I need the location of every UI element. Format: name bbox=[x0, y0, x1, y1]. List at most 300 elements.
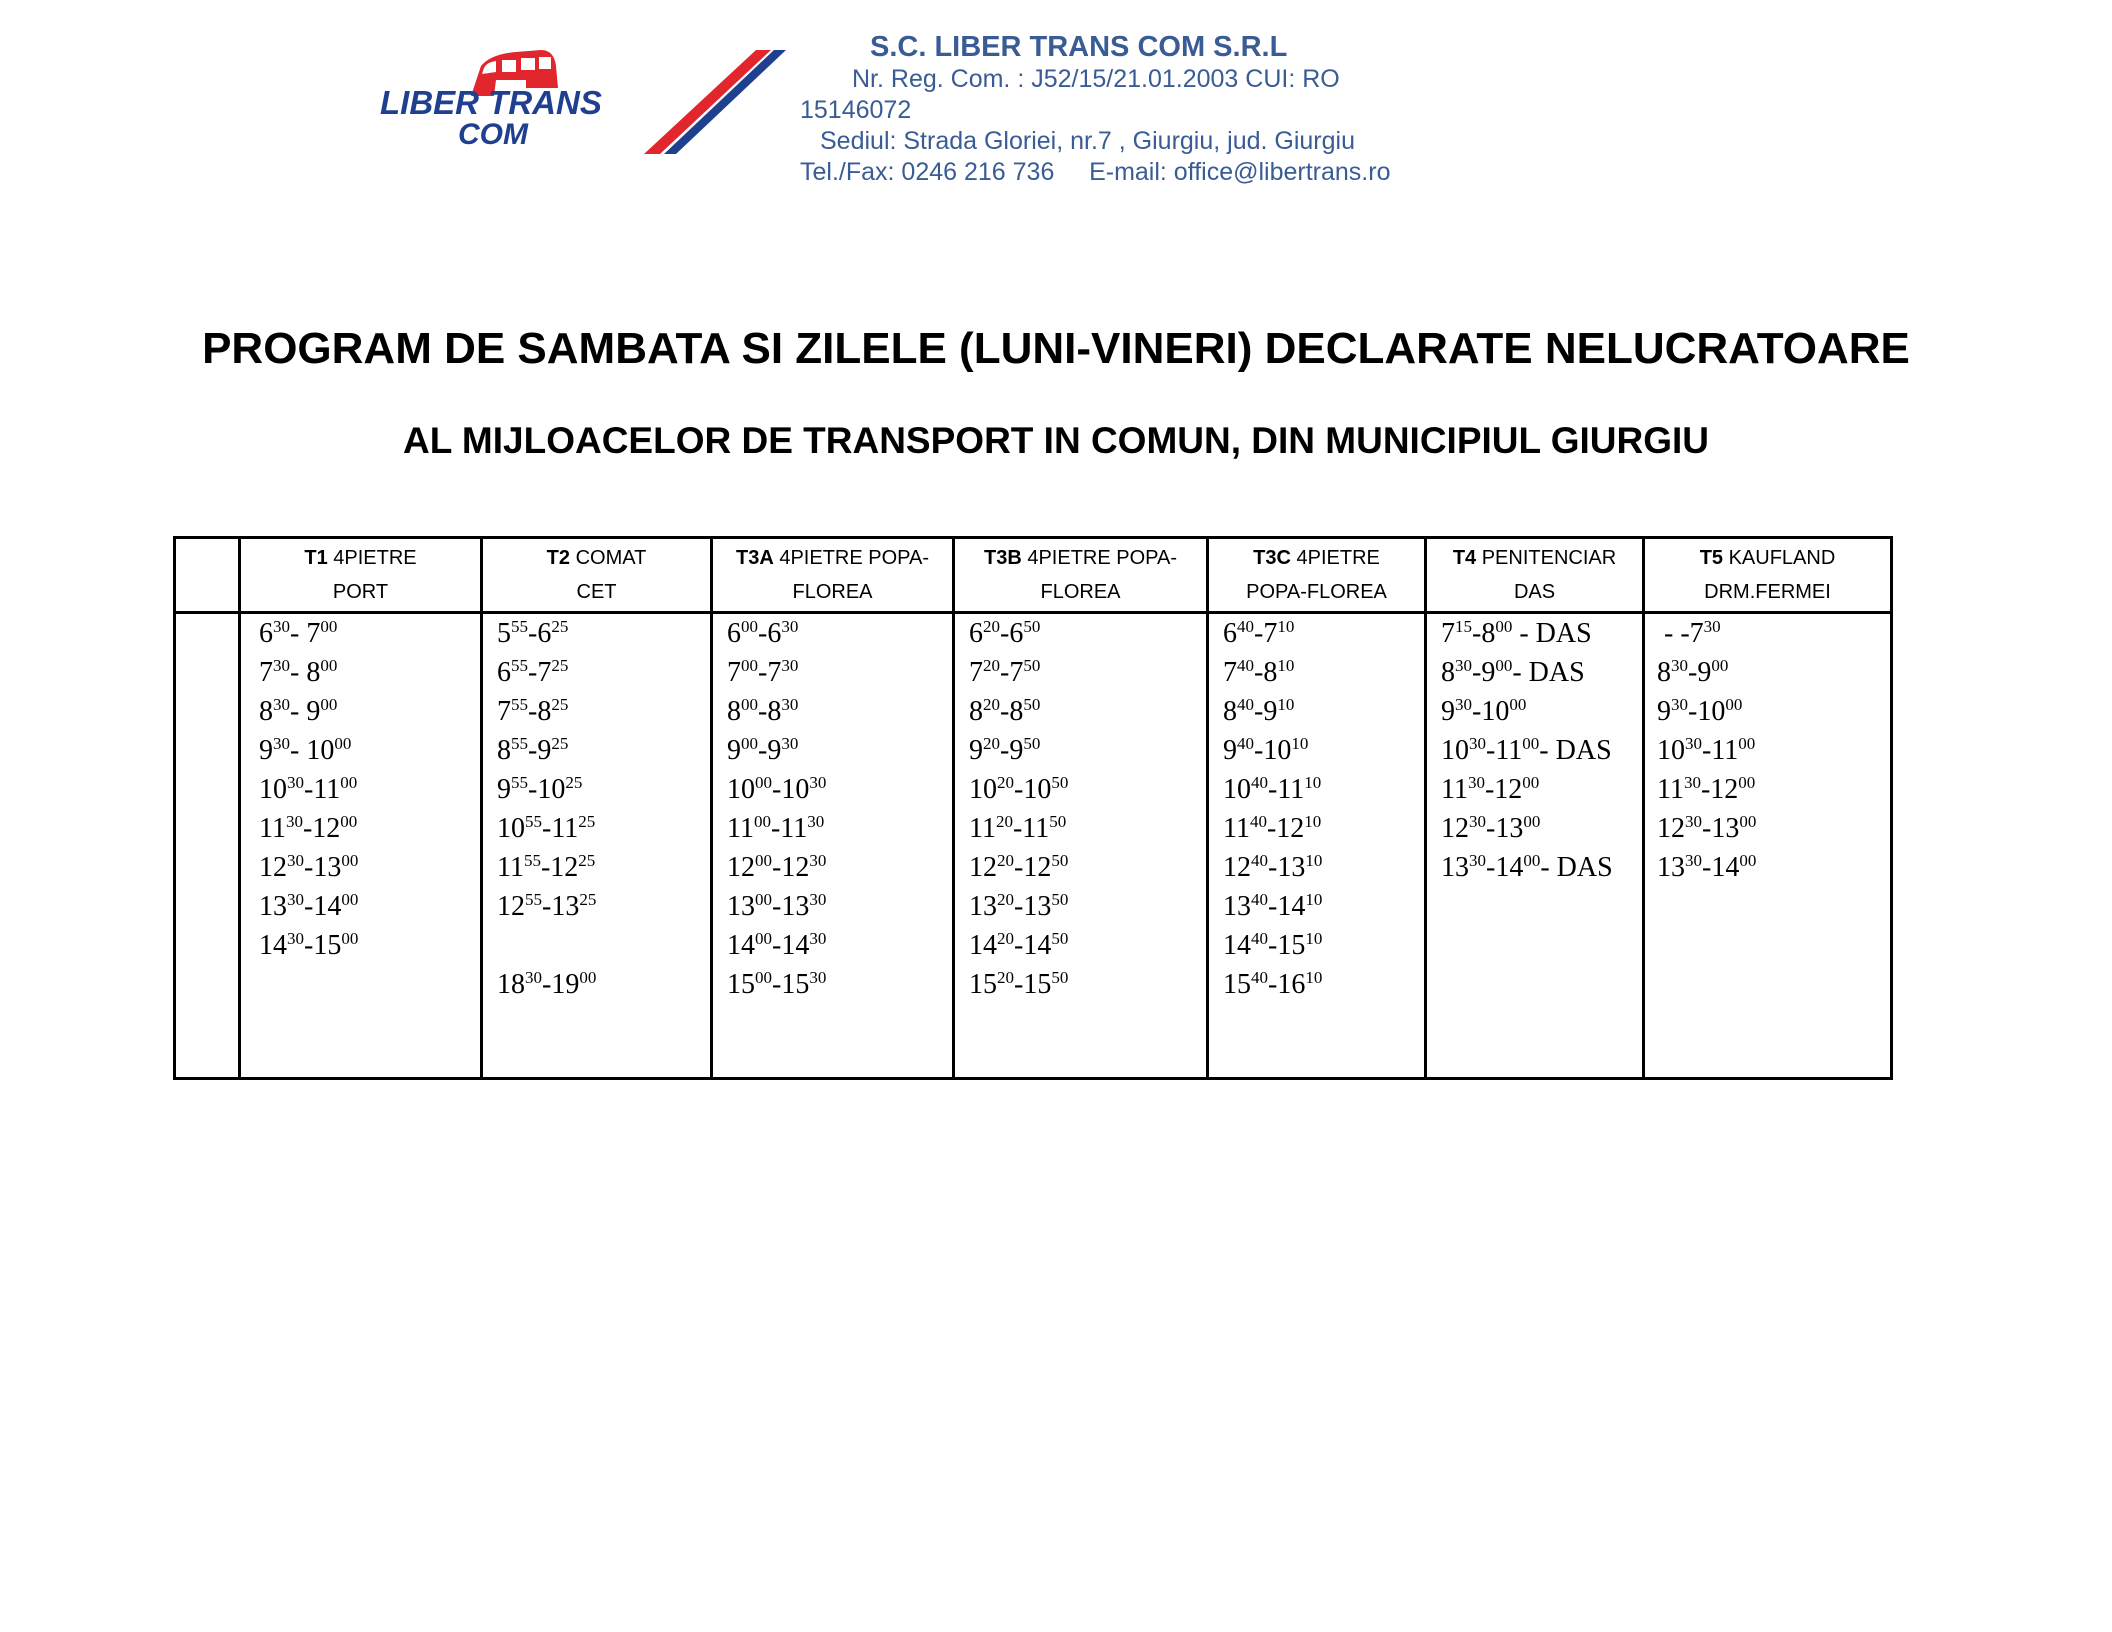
slot-end-min: 00 bbox=[1711, 656, 1729, 675]
slot-start-min: 00 bbox=[755, 890, 772, 909]
logo-stripes-icon bbox=[644, 50, 786, 154]
time-slot bbox=[969, 653, 1068, 692]
slot-end-hour: -13 bbox=[542, 891, 580, 922]
slot-end-min: 00 bbox=[320, 695, 338, 714]
time-slot bbox=[1657, 848, 1756, 887]
slot-end-hour: -10 bbox=[1254, 735, 1292, 766]
slot-end-hour: -12 bbox=[772, 852, 810, 883]
slot-start-hour: 6 bbox=[727, 618, 741, 649]
time-slot bbox=[1657, 809, 1756, 848]
column-divider bbox=[952, 539, 955, 1077]
slot-end-min: 50 bbox=[1051, 929, 1069, 948]
route-name: 4PIETRE POPA- bbox=[779, 547, 930, 569]
column-divider bbox=[1424, 539, 1427, 1077]
time-slot bbox=[969, 887, 1068, 926]
time-slot bbox=[727, 692, 826, 731]
slot-end-hour: -13 bbox=[772, 891, 810, 922]
slot-start-hour: 9 bbox=[1441, 696, 1455, 727]
time-slot bbox=[1441, 653, 1613, 692]
slot-end-min: 00 bbox=[1523, 851, 1541, 870]
slot-start-hour: 10 bbox=[969, 774, 997, 805]
time-slot bbox=[1657, 692, 1756, 731]
slot-start-hour: 8 bbox=[259, 696, 273, 727]
slot-start-min: 30 bbox=[525, 968, 542, 987]
column-divider bbox=[238, 539, 241, 1077]
slot-start-min: 40 bbox=[1251, 890, 1268, 909]
slot-start-min: 00 bbox=[755, 968, 772, 987]
slot-start-min: 00 bbox=[753, 812, 771, 831]
company-seat: Sediul: Strada Gloriei, nr.7 , Giurgiu, jud. Giurgiu bbox=[820, 127, 1355, 155]
slot-start-min: 55 bbox=[511, 656, 528, 675]
slot-end-min: 00 bbox=[1725, 695, 1743, 714]
column-divider bbox=[480, 539, 483, 1077]
slot-start-hour: 12 bbox=[1657, 813, 1685, 844]
slot-end-hour: -14 bbox=[772, 930, 810, 961]
slot-end-min: 00 bbox=[1523, 812, 1541, 831]
slot-end-min: 30 bbox=[809, 773, 827, 792]
slot-start-min: 55 bbox=[525, 890, 542, 909]
slot-end-hour: -9 bbox=[758, 735, 782, 766]
slot-end-hour: -13 bbox=[1702, 813, 1740, 844]
slot-start-hour: 11 bbox=[727, 813, 754, 844]
slot-end-hour: -7 bbox=[528, 657, 552, 688]
slot-end-min: 00 bbox=[1522, 734, 1540, 753]
time-slot bbox=[259, 653, 358, 692]
slot-start-min: 40 bbox=[1251, 773, 1268, 792]
slot-start-hour: 7 bbox=[1223, 657, 1237, 688]
slot-end-min: 10 bbox=[1305, 890, 1323, 909]
slot-start-hour: 10 bbox=[259, 774, 287, 805]
time-slot bbox=[969, 809, 1068, 848]
slot-end-hour: -15 bbox=[772, 969, 810, 1000]
slot-start-hour: - -7 bbox=[1657, 618, 1704, 649]
slot-end-min: 30 bbox=[781, 617, 799, 636]
slot-end-hour: -13 bbox=[1014, 891, 1052, 922]
slot-end-min: 30 bbox=[809, 929, 827, 948]
slot-start-hour: 8 bbox=[1441, 657, 1455, 688]
schedule-table bbox=[173, 536, 1893, 1080]
slot-end-hour: -8 bbox=[1472, 618, 1496, 649]
slot-start-hour: 12 bbox=[969, 852, 997, 883]
slot-end-min: 00 bbox=[340, 812, 358, 831]
slot-start-min: 55 bbox=[511, 695, 528, 714]
slot-start-min: 15 bbox=[1455, 617, 1472, 636]
slot-end-min: 10 bbox=[1277, 656, 1295, 675]
slot-end-hour: -15 bbox=[304, 930, 342, 961]
slot-end-min: 10 bbox=[1305, 929, 1323, 948]
slot-end-min: 00 bbox=[320, 617, 338, 636]
slot-start-min: 00 bbox=[741, 656, 758, 675]
slot-end-min: 10 bbox=[1291, 734, 1309, 753]
slot-end-min: 25 bbox=[579, 890, 597, 909]
slot-start-min: 30 bbox=[287, 851, 304, 870]
slot-end-min: 50 bbox=[1051, 890, 1069, 909]
route-name: 4PIETRE bbox=[333, 547, 417, 569]
slot-end-hour: -14 bbox=[1268, 891, 1306, 922]
slot-end-hour: - 9 bbox=[290, 696, 321, 727]
time-slot bbox=[259, 770, 358, 809]
slot-start-min: 30 bbox=[273, 617, 290, 636]
company-logo bbox=[376, 44, 786, 159]
column-divider bbox=[710, 539, 713, 1077]
slot-end-hour: - 10 bbox=[290, 735, 335, 766]
slot-end-hour: -9 bbox=[1254, 696, 1278, 727]
slot-start-min: 40 bbox=[1237, 734, 1254, 753]
route-header bbox=[483, 539, 710, 611]
time-slot bbox=[727, 731, 826, 770]
slot-start-min: 30 bbox=[1469, 812, 1486, 831]
slot-start-min: 40 bbox=[1251, 851, 1268, 870]
slot-end-min: 50 bbox=[1051, 968, 1069, 987]
page-subtitle: AL MIJLOACELOR DE TRANSPORT IN COMUN, DIN MUNICIPIUL GIURGIU bbox=[403, 420, 1709, 461]
slot-start-hour: 15 bbox=[1223, 969, 1251, 1000]
route-header bbox=[1645, 539, 1890, 611]
route-header bbox=[1209, 539, 1424, 611]
slot-end-min: 30 bbox=[809, 968, 827, 987]
slot-start-hour: 8 bbox=[969, 696, 983, 727]
time-slot bbox=[497, 887, 596, 926]
slot-end-hour: -13 bbox=[1486, 813, 1524, 844]
letterhead bbox=[800, 30, 1480, 188]
slot-start-hour: 11 bbox=[969, 813, 996, 844]
slot-end-hour: -10 bbox=[772, 774, 810, 805]
slot-end-min: 00 bbox=[1522, 773, 1540, 792]
slot-end-min: 25 bbox=[551, 734, 569, 753]
column-divider bbox=[1206, 539, 1209, 1077]
slot-start-hour: 6 bbox=[969, 618, 983, 649]
slot-start-hour: 9 bbox=[1657, 696, 1671, 727]
slot-start-min: 20 bbox=[983, 734, 1000, 753]
slot-end-hour: -8 bbox=[758, 696, 782, 727]
slot-start-min: 00 bbox=[741, 695, 758, 714]
slot-end-min: 00 bbox=[1739, 812, 1757, 831]
slot-start-hour: 9 bbox=[259, 735, 273, 766]
slot-end-hour: -8 bbox=[528, 696, 552, 727]
route-header bbox=[241, 539, 480, 611]
slot-start-min: 20 bbox=[983, 656, 1000, 675]
route-name-line2: CET bbox=[576, 581, 617, 603]
slot-end-min: 25 bbox=[578, 851, 596, 870]
slot-end-min: 00 bbox=[1739, 851, 1757, 870]
slot-end-hour: -10 bbox=[1472, 696, 1510, 727]
slot-end-min: 30 bbox=[781, 734, 799, 753]
slot-start-min: 30 bbox=[1685, 734, 1702, 753]
slot-start-hour: 9 bbox=[727, 735, 741, 766]
time-slot bbox=[1223, 770, 1322, 809]
slot-start-min: 20 bbox=[997, 773, 1014, 792]
slot-end-hour: -14 bbox=[1486, 852, 1524, 883]
slot-end-hour: -9 bbox=[1688, 657, 1712, 688]
route-times bbox=[1441, 614, 1613, 887]
slot-start-hour: 8 bbox=[1223, 696, 1237, 727]
time-slot bbox=[1441, 848, 1613, 887]
time-slot bbox=[1223, 965, 1322, 1004]
slot-end-min: 30 bbox=[807, 812, 825, 831]
time-slot bbox=[1441, 809, 1613, 848]
slot-end-hour: -9 bbox=[1000, 735, 1024, 766]
slot-note: - DAS bbox=[1512, 618, 1592, 649]
route-name-line2: PORT bbox=[332, 581, 389, 603]
slot-start-hour: 11 bbox=[497, 852, 524, 883]
time-slot bbox=[727, 848, 826, 887]
slot-start-min: 30 bbox=[285, 812, 303, 831]
route-name-line2: FLOREA bbox=[1040, 581, 1121, 603]
slot-start-hour: 6 bbox=[1223, 618, 1237, 649]
slot-end-min: 10 bbox=[1277, 617, 1295, 636]
slot-start-hour: 7 bbox=[259, 657, 273, 688]
registration-line: Nr. Reg. Com. : J52/15/21.01.2003 CUI: RO bbox=[852, 65, 1340, 93]
slot-end-hour: -11 bbox=[1486, 735, 1523, 766]
slot-end-hour: -19 bbox=[542, 969, 580, 1000]
slot-end-min: 00 bbox=[579, 968, 597, 987]
time-slot bbox=[1223, 809, 1322, 848]
slot-end-hour: -13 bbox=[1268, 852, 1306, 883]
slot-start-hour: 10 bbox=[727, 774, 755, 805]
slot-end-min: 50 bbox=[1051, 773, 1069, 792]
slot-start-min: 30 bbox=[273, 695, 290, 714]
time-slot bbox=[1223, 614, 1322, 653]
slot-end-hour: -11 bbox=[770, 813, 808, 844]
route-name: KAUFLAND bbox=[1728, 547, 1836, 569]
slot-start-hour: 12 bbox=[497, 891, 525, 922]
route-name-line2: FLOREA bbox=[792, 581, 873, 603]
time-slot bbox=[727, 965, 826, 1004]
slot-start-hour: 5 bbox=[497, 618, 511, 649]
time-slot bbox=[259, 887, 358, 926]
time-slot bbox=[969, 731, 1068, 770]
slot-end-hour: -7 bbox=[1000, 657, 1024, 688]
slot-start-min: 00 bbox=[741, 617, 758, 636]
time-slot bbox=[497, 653, 596, 692]
logo-text-bottom: COM bbox=[458, 118, 528, 151]
slot-start-hour: 9 bbox=[969, 735, 983, 766]
slot-start-min: 20 bbox=[983, 617, 1000, 636]
time-slot bbox=[497, 926, 596, 965]
slot-end-min: 25 bbox=[578, 812, 596, 831]
slot-end-hour: -7 bbox=[758, 657, 782, 688]
slot-end-hour: -12 bbox=[1700, 774, 1739, 805]
slot-start-hour: 14 bbox=[1223, 930, 1251, 961]
slot-end-min: 30 bbox=[781, 695, 799, 714]
slot-start-hour: 13 bbox=[1223, 891, 1251, 922]
slot-start-min: 30 bbox=[287, 929, 304, 948]
slot-end-hour: -6 bbox=[758, 618, 782, 649]
time-slot bbox=[1223, 848, 1322, 887]
slot-start-min: 30 bbox=[1469, 734, 1486, 753]
slot-end-hour: -10 bbox=[1688, 696, 1726, 727]
slot-start-hour: 12 bbox=[259, 852, 287, 883]
time-slot bbox=[969, 848, 1068, 887]
slot-end-hour: -7 bbox=[1254, 618, 1278, 649]
slot-start-min: 30 bbox=[1685, 851, 1702, 870]
time-slot bbox=[497, 614, 596, 653]
slot-end-min: 50 bbox=[1049, 812, 1067, 831]
slot-start-hour: 11 bbox=[259, 813, 286, 844]
slot-start-hour: 11 bbox=[1223, 813, 1250, 844]
slot-end-hour: - 8 bbox=[290, 657, 321, 688]
time-slot bbox=[259, 926, 358, 965]
slot-end-min: 25 bbox=[551, 617, 569, 636]
route-name: 4PIETRE POPA- bbox=[1027, 547, 1178, 569]
slot-end-hour: -9 bbox=[528, 735, 552, 766]
slot-end-min: 10 bbox=[1305, 851, 1323, 870]
route-name: 4PIETRE bbox=[1296, 547, 1380, 569]
time-slot bbox=[727, 770, 826, 809]
slot-start-hour: 13 bbox=[1441, 852, 1469, 883]
time-slot bbox=[969, 614, 1068, 653]
slot-start-min: 30 bbox=[287, 773, 304, 792]
slot-start-min: 40 bbox=[1237, 656, 1254, 675]
slot-end-hour: -14 bbox=[1014, 930, 1052, 961]
slot-start-min: 00 bbox=[755, 851, 772, 870]
slot-end-hour: -8 bbox=[1000, 696, 1024, 727]
time-slot bbox=[1223, 692, 1322, 731]
slot-start-min: 40 bbox=[1251, 968, 1268, 987]
time-slot bbox=[969, 692, 1068, 731]
time-slot bbox=[1657, 653, 1756, 692]
slot-start-hour: 7 bbox=[727, 657, 741, 688]
slot-end-min: 10 bbox=[1277, 695, 1295, 714]
slot-start-min: 55 bbox=[511, 773, 528, 792]
time-slot bbox=[497, 692, 596, 731]
time-slot bbox=[969, 965, 1068, 1004]
slot-start-hour: 15 bbox=[727, 969, 755, 1000]
slot-start-min: 30 bbox=[1455, 695, 1472, 714]
slot-end-hour: -12 bbox=[302, 813, 341, 844]
slot-end-min: 30 bbox=[809, 851, 827, 870]
slot-start-min: 20 bbox=[995, 812, 1013, 831]
slot-start-min: 30 bbox=[287, 890, 304, 909]
route-times bbox=[1657, 614, 1756, 887]
slot-end-min: 10 bbox=[1305, 968, 1323, 987]
slot-start-hour: 13 bbox=[259, 891, 287, 922]
column-divider bbox=[1642, 539, 1645, 1077]
slot-start-min: 20 bbox=[997, 851, 1014, 870]
route-name-line2: DAS bbox=[1513, 581, 1556, 603]
slot-end-min: 25 bbox=[551, 695, 569, 714]
slot-end-hour: -10 bbox=[528, 774, 566, 805]
time-slot bbox=[727, 809, 826, 848]
time-slot bbox=[497, 770, 596, 809]
slot-end-min: 00 bbox=[1738, 734, 1756, 753]
slot-end-hour: -6 bbox=[528, 618, 552, 649]
slot-start-hour: 8 bbox=[497, 735, 511, 766]
time-slot bbox=[1441, 692, 1613, 731]
time-slot bbox=[497, 809, 596, 848]
route-times bbox=[259, 614, 358, 965]
time-slot bbox=[969, 770, 1068, 809]
time-slot bbox=[1441, 770, 1613, 809]
slot-start-hour: 12 bbox=[1441, 813, 1469, 844]
time-slot bbox=[1223, 926, 1322, 965]
slot-start-min: 55 bbox=[511, 617, 528, 636]
time-slot bbox=[969, 926, 1068, 965]
route-code: T4 bbox=[1452, 547, 1477, 569]
time-slot bbox=[497, 848, 596, 887]
slot-end-min: 50 bbox=[1023, 617, 1041, 636]
slot-note: - DAS bbox=[1512, 657, 1585, 688]
slot-end-hour: -11 bbox=[1702, 735, 1739, 766]
slot-end-min: 00 bbox=[334, 734, 352, 753]
slot-note: - DAS bbox=[1540, 852, 1613, 883]
slot-start-hour: 14 bbox=[969, 930, 997, 961]
slot-start-min: 30 bbox=[1455, 656, 1472, 675]
slot-start-hour: 9 bbox=[497, 774, 511, 805]
slot-end-min: 00 bbox=[320, 656, 338, 675]
slot-end-hour: -16 bbox=[1268, 969, 1306, 1000]
route-name: COMAT bbox=[575, 547, 647, 569]
slot-start-hour: 10 bbox=[1441, 735, 1469, 766]
time-slot bbox=[1441, 614, 1613, 653]
route-code: T3C bbox=[1253, 547, 1291, 569]
slot-end-min: 00 bbox=[1509, 695, 1527, 714]
slot-start-min: 30 bbox=[1467, 773, 1485, 792]
slot-end-hour: -15 bbox=[1268, 930, 1306, 961]
slot-start-hour: 10 bbox=[1223, 774, 1251, 805]
slot-start-hour: 11 bbox=[1441, 774, 1468, 805]
slot-start-hour: 7 bbox=[969, 657, 983, 688]
slot-start-min: 30 bbox=[273, 656, 290, 675]
slot-start-hour: 9 bbox=[1223, 735, 1237, 766]
slot-start-hour: 7 bbox=[1441, 618, 1455, 649]
slot-start-hour: 8 bbox=[1657, 657, 1671, 688]
slot-end-hour: -6 bbox=[1000, 618, 1024, 649]
route-times bbox=[1223, 614, 1322, 1004]
time-slot bbox=[1657, 770, 1756, 809]
slot-start-min: 20 bbox=[997, 890, 1014, 909]
slot-start-hour: 18 bbox=[497, 969, 525, 1000]
slot-end-hour: -8 bbox=[1254, 657, 1278, 688]
slot-end-min: 50 bbox=[1023, 656, 1041, 675]
slot-start-hour: 8 bbox=[727, 696, 741, 727]
slot-start-hour: 6 bbox=[497, 657, 511, 688]
logo-text-top: LIBER TRANS bbox=[380, 84, 602, 121]
slot-note: - DAS bbox=[1539, 735, 1612, 766]
slot-start-min: 30 bbox=[273, 734, 290, 753]
slot-end-hour: -10 bbox=[1014, 774, 1052, 805]
slot-start-hour: 11 bbox=[1657, 774, 1684, 805]
slot-end-min: 50 bbox=[1023, 734, 1041, 753]
time-slot bbox=[259, 692, 358, 731]
time-slot bbox=[259, 731, 358, 770]
time-slot bbox=[727, 926, 826, 965]
slot-start-min: 00 bbox=[755, 929, 772, 948]
time-slot bbox=[259, 848, 358, 887]
slot-start-hour: 13 bbox=[1657, 852, 1685, 883]
slot-end-min: 00 bbox=[1495, 656, 1513, 675]
registration-cui: 15146072 bbox=[800, 96, 912, 124]
slot-start-hour: 15 bbox=[969, 969, 997, 1000]
slot-start-min: 55 bbox=[525, 812, 542, 831]
time-slot bbox=[1223, 887, 1322, 926]
time-slot bbox=[1657, 731, 1756, 770]
time-slot bbox=[1657, 614, 1756, 653]
route-code: T3B bbox=[983, 547, 1022, 569]
slot-start-min: 30 bbox=[1469, 851, 1486, 870]
route-name-line2: DRM.FERMEI bbox=[1704, 581, 1831, 603]
slot-start-min: 30 bbox=[1685, 812, 1702, 831]
route-name-line2: POPA-FLOREA bbox=[1246, 581, 1387, 603]
slot-end-hour: -11 bbox=[1012, 813, 1050, 844]
route-code: T1 bbox=[304, 547, 328, 569]
slot-start-hour: 12 bbox=[727, 852, 755, 883]
time-slot bbox=[727, 614, 826, 653]
slot-end-hour: -13 bbox=[304, 852, 342, 883]
slot-end-min: 25 bbox=[551, 656, 569, 675]
slot-start-hour: 14 bbox=[727, 930, 755, 961]
route-code: T5 bbox=[1699, 547, 1724, 569]
slot-end-min: 30 bbox=[809, 890, 827, 909]
